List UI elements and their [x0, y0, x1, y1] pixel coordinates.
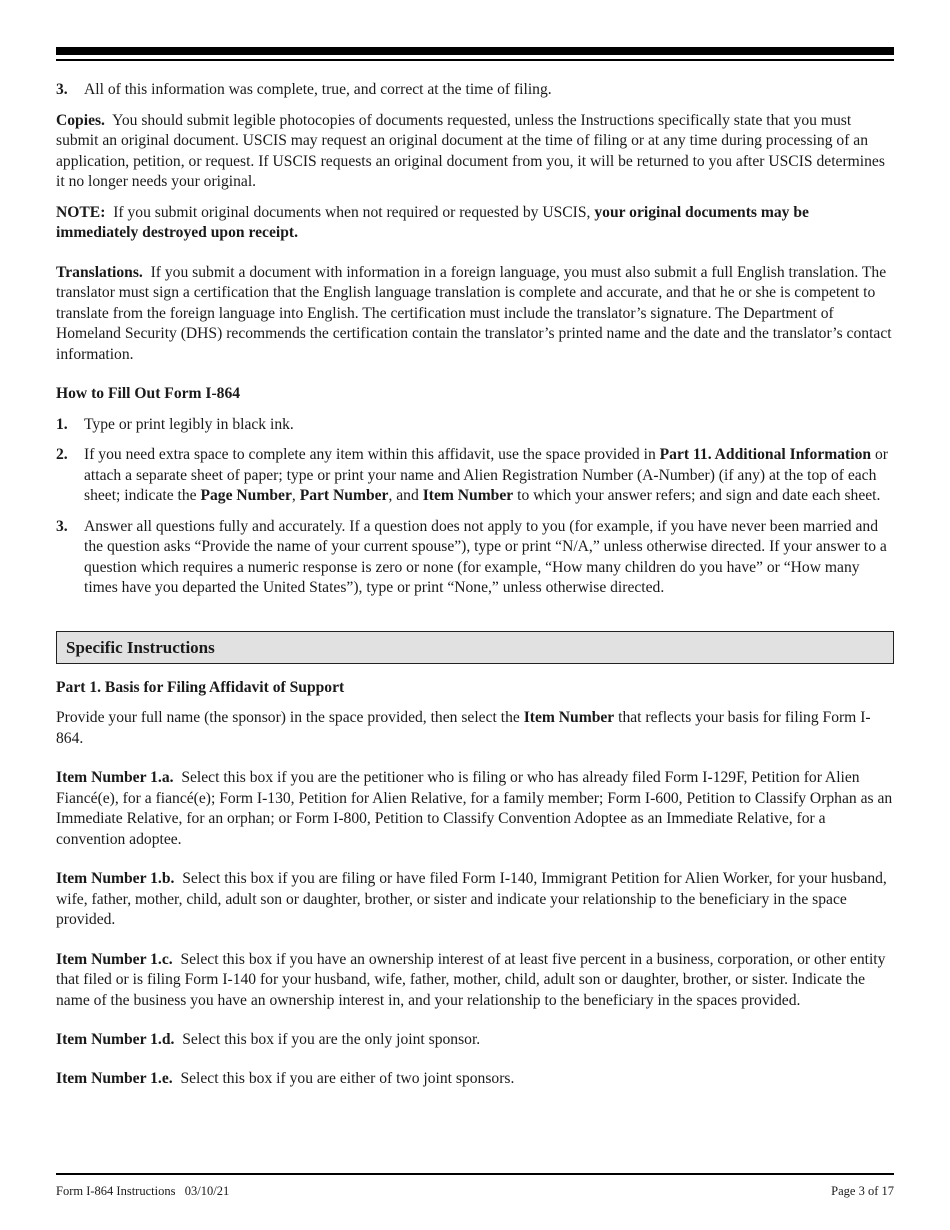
top-rule-thin [56, 59, 894, 61]
item-1a-paragraph [56, 768, 894, 850]
item-text-part: or attach a separate sheet of paper; type or print your name and Alien Registration Number (A-Number) (if any) at the top of each sheet; indicate the [84, 446, 888, 504]
note-paragraph [56, 203, 894, 244]
provide-text: that reflects your basis for filing Form I-864. [56, 709, 871, 747]
copies-paragraph [56, 111, 894, 193]
item-description: Select this box if you are filing or have filed Form I-140, Immigrant Petition for Alien Worker, for your husband, wife, father, mother, child, adult son or daughter, brother, or sister and indicate your relationship to the beneficiary in the space provided. [56, 870, 887, 928]
section-title: Specific Instructions [66, 637, 215, 657]
specific-instructions-header [56, 631, 894, 664]
item-1b-paragraph [56, 869, 894, 931]
item-label: Item Number 1.d. [56, 1031, 175, 1048]
item-number: 2. [56, 446, 68, 463]
item-number: 1. [56, 415, 68, 433]
item-description: Select this box if you are the only joint sponsor. [182, 1031, 481, 1048]
note-text: If you submit original documents when not required or requested by USCIS, [113, 203, 591, 221]
item-bold-part: Page Number [200, 487, 292, 504]
item-description: Select this box if you are the petitioner who is filing or who has already filed Form I-129F, Petition for Alien Fiancé(e), for a fiancé(e); Form I-130, Petition for Alien Relative, for a family member; Form I-600, Petition to Classify Orphan as an Immediate Relative, for an orphan; or Form I-800, Petition to Classify Convention Adoptee as an Immediate Relative, for a convention adoptee. [56, 769, 893, 848]
item-description: Select this box if you have an ownership interest of at least five percent in a business, corporation, or other entity that filed or is filing Form I-140 for your husband, wife, father, mother, child, adult son or daughter, brother, or sister. Indicate the name of the business you have an ownership interest in, and your relationship to the beneficiary in the spaces provided. [56, 950, 886, 1009]
item-text-part: , [291, 487, 296, 504]
part1-heading [56, 678, 894, 699]
item-text-part: If you need extra space to complete any item within this affidavit, use the space provided in [84, 446, 656, 463]
part1-heading-text: Part 1. Basis for Filing Affidavit of Support [56, 678, 345, 696]
note-bold-text: your original documents may be immediately destroyed upon receipt. [56, 203, 809, 241]
item-text: All of this information was complete, true, and correct at the time of filing. [84, 81, 552, 98]
item-text: Answer all questions fully and accurately. If a question does not apply to you (for example, if you have never been married and the question asks “Provide the name of your current spouse”), type or print “N/A,” unless otherwise directed. If your answer to a question which requires a numeric response is zero or none (for example, “How many children do you have” or “How many times have you departed the United States”), type or print “None,” unless otherwise directed. [84, 517, 887, 596]
item-text [84, 445, 894, 507]
copies-title: Copies. [56, 111, 105, 129]
item-label: Item Number 1.b. [56, 870, 175, 887]
item-text-part: to which your answer refers; and sign and date each sheet. [517, 487, 881, 504]
item-1e-paragraph [56, 1069, 894, 1090]
item-bold-part: Part Number [299, 487, 389, 504]
item-description: Select this box if you are either of two joint sponsors. [180, 1069, 515, 1087]
item-text-part: , and [388, 487, 419, 504]
item-label: Item Number 1.a. [56, 769, 174, 786]
footer-page-number: Page 3 of 17 [831, 1184, 894, 1198]
document-body [56, 80, 894, 1089]
how-to-item-1 [56, 415, 894, 436]
provide-bold: Item Number [523, 709, 615, 726]
translations-title: Translations. [56, 263, 143, 281]
how-to-item-3 [56, 517, 894, 599]
item-1d-paragraph [56, 1030, 894, 1051]
provide-paragraph [56, 708, 894, 749]
translations-text: If you submit a document with information in a foreign language, you must also submit a full English translation. The translator must sign a certification that the English language translation is complete and accurate, and that he or she is competent to translate from the foreign language into English. The certification must include the translator’s signature. The Department of Homeland Security (DHS) recommends the certification contain the translator’s printed name and the date and the translator’s contact information. [56, 263, 892, 363]
how-to-heading-text: How to Fill Out Form I-864 [56, 385, 241, 402]
item-bold-part: Part 11. Additional Information [659, 446, 872, 463]
footer-rule [56, 1173, 894, 1175]
footer-form-info: Form I-864 Instructions 03/10/21 [56, 1184, 230, 1198]
copies-text: You should submit legible photocopies of documents requested, unless the Instructions specifically state that you must submit an original document. USCIS may request an original document at the time of filing or at any time during processing of an application, petition, or request. If USCIS requests an original document from you, it will be returned to you after USCIS determines it no longer needs your original. [56, 111, 885, 190]
intro-item-3 [56, 80, 894, 101]
item-label: Item Number 1.c. [56, 950, 173, 968]
translations-paragraph [56, 263, 894, 366]
item-number: 3. [56, 81, 68, 98]
item-bold-part: Item Number [422, 487, 514, 504]
item-text: Type or print legibly in black ink. [84, 415, 294, 433]
item-label: Item Number 1.e. [56, 1069, 173, 1087]
note-label: NOTE: [56, 203, 106, 221]
provide-text: Provide your full name (the sponsor) in the space provided, then select the [56, 709, 520, 726]
item-1c-paragraph [56, 950, 894, 1012]
how-to-item-2 [56, 445, 894, 507]
item-number: 3. [56, 517, 68, 535]
how-to-heading [56, 384, 894, 405]
top-rule-thick [56, 47, 894, 55]
